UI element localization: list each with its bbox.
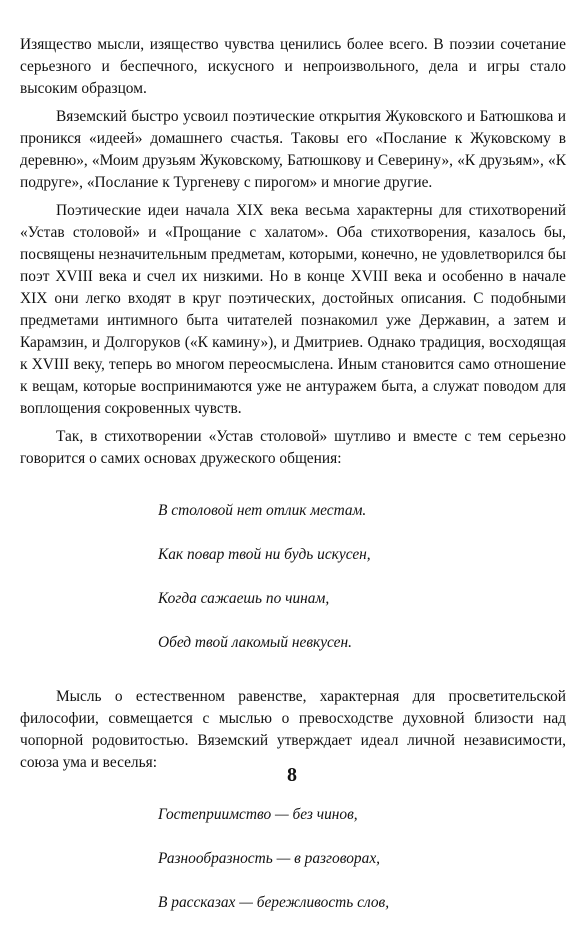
paragraph-3: Поэтические идеи начала XIX века весьма характерны для стихотворений «Устав столовой» и «Прощание с халатом». Оба стихотворения, казалось бы, посвящены незначительным предметам, которыми, конечно, не удовлетворился бы поэт XVIII века и счел их низкими. Но в конце XVIII века и особенно в начале XIX они легко входят в круг поэтических, достойных описания. С подобными предметами интимного быта читателей познакомил уже Державин, а затем и Карамзин, и Долгоруков («К камину»), и Дмитриев. Однако традиция, восходящая к XVIII веку, теперь во многом переосмыслена. Иным становится само отношение к вещам, которые воспринимаются уже не антуражем быта, а служат поводом для воплощения сокровенных чувств. [20,202,566,417]
poem-line: Гостеприимство — без чинов, [158,806,358,823]
paragraph-4: Так, в стихотворении «Устав столовой» шутливо и вместе с тем серьезно говорится о самих основах дружеского общения: [20,428,566,467]
poem-line: Когда сажаешь по чинам, [158,590,330,607]
poem-line: В столовой нет отлик местам. [158,502,367,519]
poem-excerpt-1 [158,478,566,676]
document-page [20,34,566,936]
paragraph-2: Вяземский быстро усвоил поэтические открытия Жуковского и Батюшкова и проникся «идеей» домашнего счастья. Таковы его «Послание к Жуковскому в деревню», «Моим друзьям Жуковскому, Батюшкову и Северину», «К друзьям», «К подруге», «Послание к Тургеневу с пирогом» и многие другие. [20,108,566,191]
poem-line: Как повар твой ни будь искусен, [158,546,371,563]
poem-excerpt-2 [158,782,566,936]
paragraph-1: Изящество мысли, изящество чувства ценились более всего. В поэзии сочетание серьезного и беспечного, искусного и непроизвольного, дела и игры стало высоким образцом. [20,36,566,97]
page-number: 8 [287,764,297,786]
poem-line: Обед твой лакомый невкусен. [158,634,352,651]
paragraph-5: Мысль о естественном равенстве, характерная для просветительской философии, совмещается с мыслью о превосходстве духовной близости над чопорной родовитостью. Вяземский утверждает идеал личной независимости, союза ума и веселья: [20,688,566,771]
poem-line: Разнообразность — в разговорах, [158,850,380,867]
poem-line: В рассказах — бережливость слов, [158,894,390,911]
